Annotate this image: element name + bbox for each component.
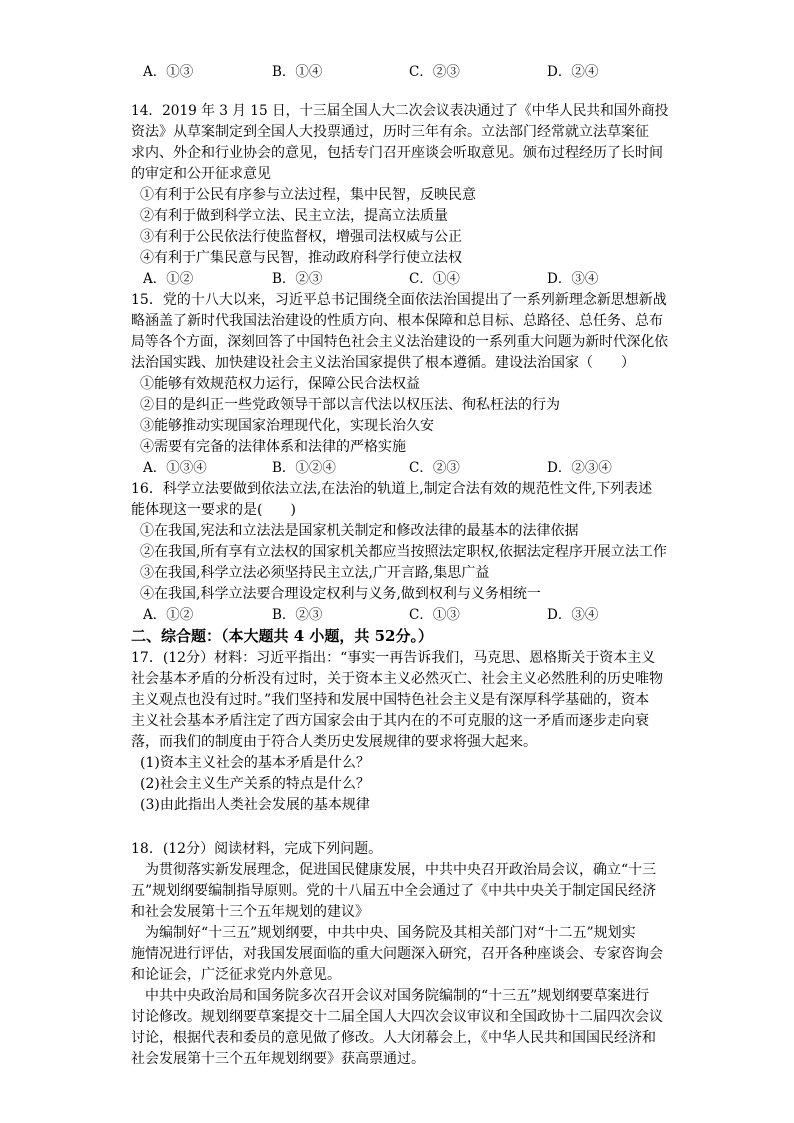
q15-option-d: D．②③④: [547, 460, 612, 476]
q13-option-a: A．①③: [143, 64, 194, 80]
q14-item: ③有利于公民依法行使监督权，增强司法权威与公正: [140, 229, 462, 245]
q16-item: ③在我国,科学立法必须坚持民主立法,广开言路,集思广益: [140, 565, 490, 581]
q18-material-line: 社会发展第十三个五年规划纲要》获高票通过。: [131, 1051, 425, 1067]
q16-item: ①在我国,宪法和立法法是国家机关制定和修改法律的最基本的法律依据: [140, 523, 579, 539]
q13-option-d: D．②④: [547, 64, 599, 80]
q15-item: ④需要有完备的法律体系和法律的严格实施: [140, 439, 406, 455]
q17-subquestion: (2)社会主义生产关系的特点是什么？: [140, 776, 370, 792]
q17-stem-line: 17．(12分）材料：习近平指出：“事实一再告诉我们，马克思、恩格斯关于资本主义: [131, 650, 656, 666]
q15-options: [143, 458, 663, 478]
q14-stem-line: 资法》从草案制定到全国人大投票通过，历时三年有余。立法部门经常就立法草案征: [131, 124, 649, 140]
q14-stem-line: 的审定和公开征求意见: [131, 166, 271, 182]
q15-option-b: B．①②④: [272, 460, 336, 476]
q16-item: ②在我国,所有享有立法权的国家机关都应当按照法定职权,依据法定程序开展立法工作: [140, 544, 667, 560]
q18-material-line: 讨论修改。规划纲要草案提交十二届全国人大四次会议审议和全国政协十二届四次会议: [131, 1009, 663, 1025]
q18-material-line: 和论证会，广泛征求党内外意见。: [131, 967, 341, 983]
q16-item: ④在我国,科学立法要合理设定权利与义务,做到权利与义务相统一: [140, 586, 541, 602]
q14-option-a: A．①②: [143, 271, 194, 287]
q13-option-c: C．②③: [409, 64, 460, 80]
q14-stem-line: 求内、外企和行业协会的意见，包括专门召开座谈会听取意见。颁布过程经历了长时间: [131, 145, 663, 161]
q18-material-line: 和社会发展第十三个五年规划的建议》: [131, 904, 369, 920]
q18-material-line: 施情况进行评估，对我国发展面临的重大问题深入研究，召开各种座谈会、专家咨询会: [131, 946, 663, 962]
q15-item: ②目的是纠正一些党政领导干部以言代法以权压法、徇私枉法的行为: [140, 397, 560, 413]
q18-material-line: 中共中央政治局和国务院多次召开会议对国务院编制的“十三五”规划纲要草案进行: [131, 988, 650, 1004]
q15-option-a: A．①③④: [143, 460, 207, 476]
q16-option-c: C．①③: [409, 607, 460, 623]
q14-option-c: C．①④: [409, 271, 460, 287]
q17-stem-line: 主义社会基本矛盾注定了西方国家会由于其内在的不可克服的这一矛盾而逐步走向衰: [131, 713, 649, 729]
section-heading: 二、综合题：（本大题共 4 小题，共 52分。）: [131, 627, 433, 645]
q16-option-a: A．①②: [143, 607, 194, 623]
q15-item: ③能够推动实现国家治理现代化，实现长治久安: [140, 418, 434, 434]
q15-stem-line: 局等各个方面，深刻回答了中国特色社会主义法治建设的一系列重大问题为新时代深化依: [131, 334, 668, 350]
q14-item: ②有利于做到科学立法、民主立法，提高立法质量: [140, 208, 448, 224]
q17-stem-line: 落，而我们的制度由于符合人类历史发展规律的要求将强大起来。: [131, 734, 537, 750]
q18-material-line: 为编制好“十三五”规划纲要，中共中央、国务院及其相关部门对“十二五”规划实: [131, 925, 636, 941]
q18-stem-line: 18．(12分）阅读材料，完成下列问题。: [131, 841, 383, 857]
q16-option-b: B．②③: [272, 607, 323, 623]
q16-option-d: D．③④: [547, 607, 599, 623]
q16-stem-line: 能体现这一要求的是( ): [131, 502, 296, 518]
q18-material-line: 为贯彻落实新发展理念，促进国民健康发展，中共中央召开政治局会议，确立“十三: [131, 862, 657, 878]
q18-material-line: 讨论，根据代表和委员的意见做了修改。人大闭幕会上，《中华人民共和国国民经济和: [131, 1030, 656, 1046]
q13-options: [143, 62, 663, 82]
q13-option-b: B．①④: [272, 64, 323, 80]
q14-options: [143, 269, 663, 289]
q14-item: ④有利于广集民意与民智，推动政府科学行使立法权: [140, 250, 462, 266]
q15-stem-line: 法治国实践、加快建设社会主义法治国家提供了根本遵循。建设法治国家（ ）: [131, 355, 635, 371]
q15-item: ①能够有效规范权力运行，保障公民合法权益: [140, 376, 420, 392]
q18-material-line: 五”规划纲要编制指导原则。党的十八届五中全会通过了《中共中央关于制定国民经济: [131, 883, 657, 899]
q17-stem-line: 主义观点也没有过时。”我们坚持和发展中国特色社会主义是有深厚科学基础的，资本: [131, 692, 650, 708]
q17-stem-line: 社会基本矛盾的分析没有过时，关于资本主义必然灭亡、社会主义必然胜利的历史唯物: [131, 671, 663, 687]
q15-option-c: C．②③: [409, 460, 460, 476]
q17-subquestion: (1)资本主义社会的基本矛盾是什么？: [140, 755, 370, 771]
q14-option-b: B．②③: [272, 271, 323, 287]
q15-stem-line: 略涵盖了新时代我国法治建设的性质方向、根本保障和总目标、总路径、总任务、总布: [131, 313, 663, 329]
q15-stem-line: 15．党的十八大以来，习近平总书记围绕全面依法治国提出了一系列新理念新思想新战: [131, 292, 667, 308]
q14-stem-line: 14．2019 年 3 月 15 日，十三届全国人大二次会议表决通过了《中华人民共和国外商投: [131, 103, 669, 119]
q14-item: ①有利于公民有序参与立法过程，集中民智，反映民意: [140, 187, 476, 203]
q14-option-d: D．③④: [547, 271, 599, 287]
q16-stem-line: 16．科学立法要做到依法立法,在法治的轨道上,制定合法有效的规范性文件,下列表述: [131, 481, 653, 497]
q17-subquestion: (3)由此指出人类社会发展的基本规律: [140, 797, 370, 813]
q16-options: [143, 605, 663, 625]
